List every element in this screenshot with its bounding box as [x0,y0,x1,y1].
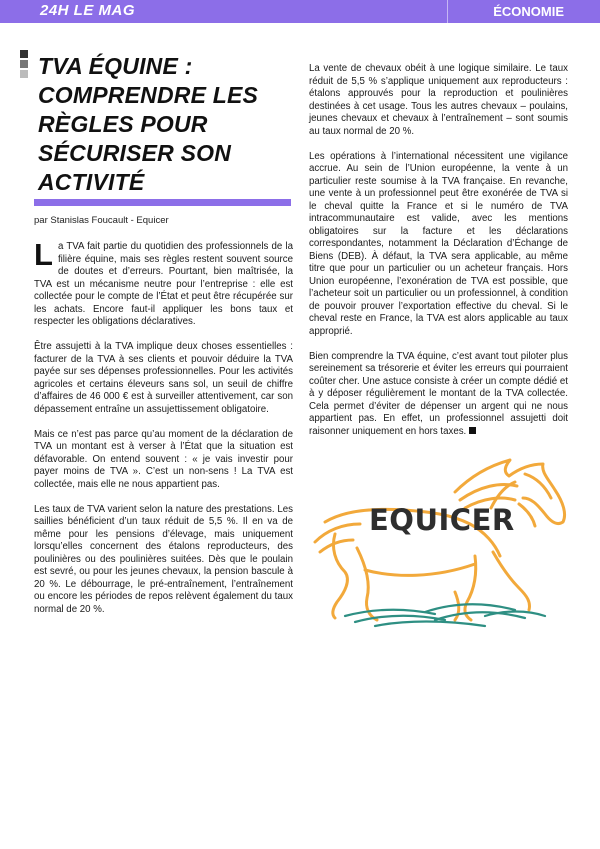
lead-paragraph [34,237,293,329]
section-label: ÉCONOMIE [493,4,564,19]
logo-wordmark: EQUICER [369,503,515,537]
banner-divider [447,0,448,23]
drop-cap: L [34,237,53,272]
paragraph: Les taux de TVA varient selon la nature des prestations. Les saillies bénéficient d’un taux réduit de 5,5 %. Il en va de même pour les pensions d’élevage, mais uniquement lorsqu’elles concernent des étalons reproducteurs, des poulinières ou des poulinières suitées. Dès que le poulain est sevré, ou pour les jeunes chevaux, la pension bascule à 20 %. Le débourrage, le pré-entraînement, l’entraînement ou encore les périodes de repos relèvent également du taux normal de 20 %. [34,503,293,615]
paragraph: Mais ce n’est pas parce qu’au moment de la déclaration de TVA un montant est à verser à l’État que la situation est défavorable. On entend souvent : « je vais investir pour payer moins de TVA ». C’est un non-sens ! La TVA est collectée, mais elle ne nous appartient pas. [34,428,293,490]
end-mark-icon [469,427,476,434]
decor-square [20,70,28,78]
top-banner [0,0,600,23]
title-decoration [20,50,28,80]
column-left [34,237,293,629]
paragraph: Les opérations à l’international nécessitent une vigilance accrue. Au sein de l’Union européenne, la vente à un particulier reste soumise à la TVA française. En revanche, une vente à un professionnel peut être exonérée de TVA si le cheval quitte la France et si le numéro de TVA intracommunautaire est valide, avec les mentions obligatoires sur la facture et les déclarations correspondantes, notamment la Déclaration d’Échange de Biens (DEB). À défaut, la TVA sera applicable, au même titre que pour un particulier ou un acheteur français. Hors Union européenne, l’exonération de TVA est possible, que l’acheteur soit un particulier ou un professionnel, à condition de pouvoir prouver l’exportation effective du cheval. Si le cheval reste en France, la TVA est alors applicable au taux approprié. [309,150,568,337]
magazine-name: 24H LE MAG [40,2,136,19]
closing-text: Bien comprendre la TVA équine, c’est avant tout piloter plus sereinement sa trésorerie et éviter les erreurs qui pourraient coûter cher. Une astuce consiste à créer un compte dédié et à y déposer régulièrement le montant de la TVA collectée. Cela permet d’éviter de dépenser un argent qui ne nous appartient pas. En effet, un professionnel assujetti doit raisonner uniquement en hors taxes. [309,350,568,437]
equicer-logo [305,452,575,632]
closing-paragraph [309,351,568,439]
decor-square [20,60,28,68]
article-title: TVA ÉQUINE : COMPRENDRE LES RÈGLES POUR SÉCURISER SON ACTIVITÉ [38,53,259,195]
lead-text: a TVA fait partie du quotidien des professionnels de la filière équine, mais ses règles restent souvent source de doutes et d’erreurs. Pourtant, bien maîtrisée, la TVA est un mécanisme neutre pour l’entreprise : elle est collectée pour le compte de l’État et peut être récupérée sur les achats. Encore faut-il appliquer les bons taux et respecter les obligations déclaratives. [34,241,293,327]
paragraph: Être assujetti à la TVA implique deux choses essentielles : facturer de la TVA à ses clients et pouvoir déduire la TVA payée sur ses dépenses professionnelles. Pour les activités agricoles et certains éleveurs sans sol, un seuil de chiffre d’affaires de 46 000 € est à surveiller attentivement, car son dépassement entraîne un assujettissement obligatoire. [34,341,293,415]
decor-square [20,50,28,58]
horse-logo-icon [305,452,575,632]
paragraph: La vente de chevaux obéit à une logique similaire. Le taux réduit de 5,5 % s’applique uniquement aux reproducteurs : étalons approuvés pour la reproduction et poulinières destinées à cet usage. Tous les autres chevaux – poulains, jeunes chevaux et chevaux à l’entraînement – sont soumis au taux normal de 20 %. [309,63,568,137]
column-right [309,63,568,451]
title-underline [34,199,291,206]
byline: par Stanislas Foucault - Equicer [34,215,169,226]
